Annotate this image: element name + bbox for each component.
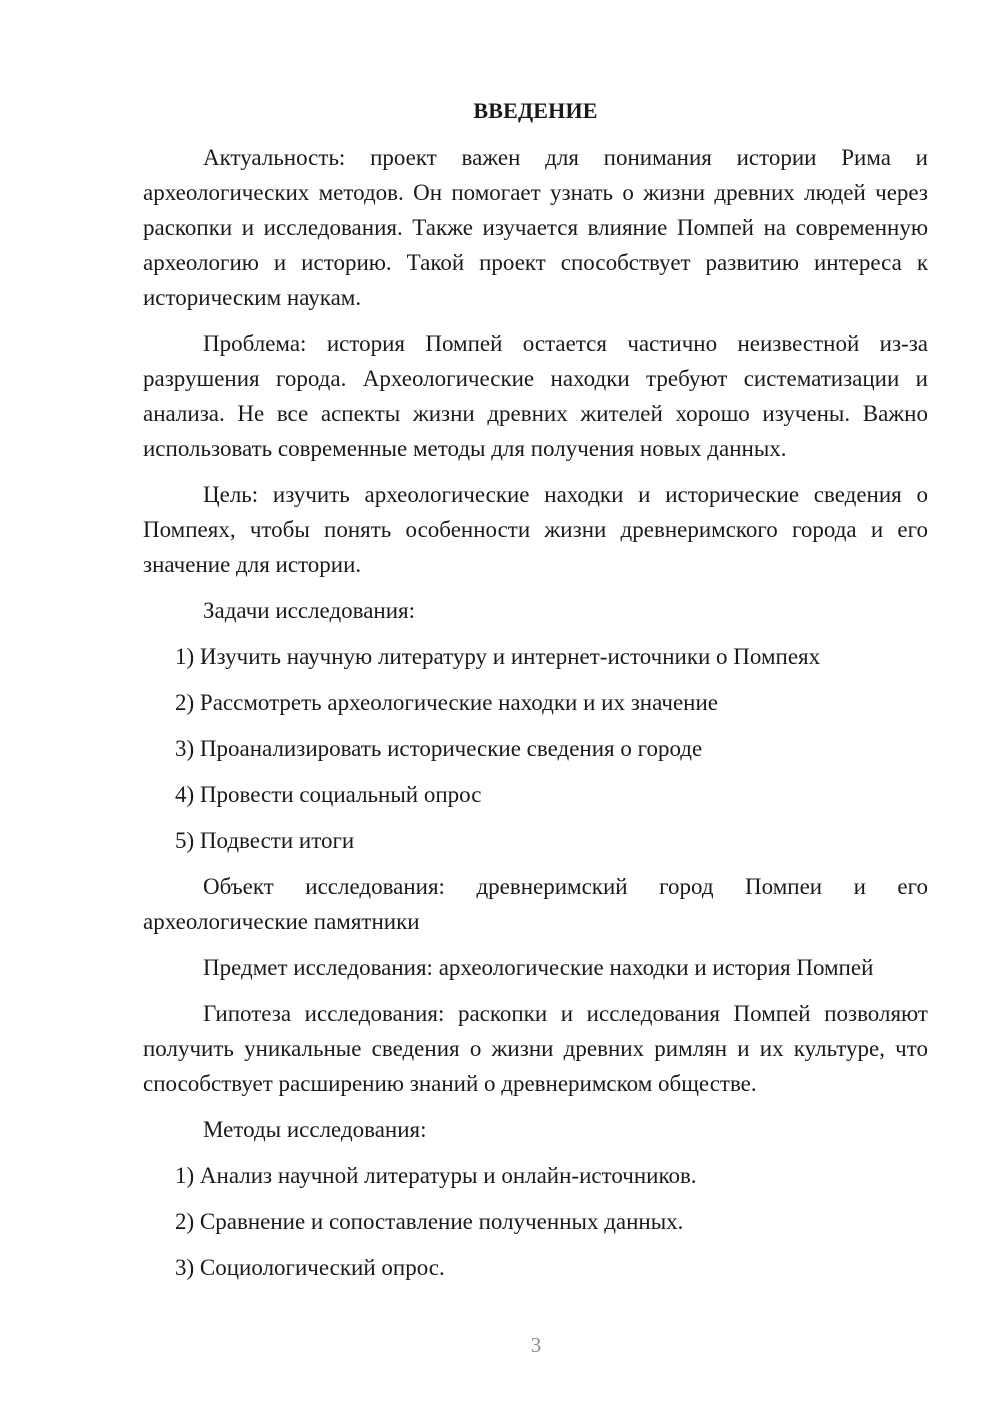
- methods-list: [143, 1158, 928, 1285]
- list-item: 2) Рассмотреть археологические находки и их значение: [175, 690, 718, 715]
- tasks-list: [143, 639, 928, 858]
- list-item: 3) Социологический опрос.: [175, 1255, 445, 1280]
- list-item: 4) Провести социальный опрос: [175, 782, 482, 807]
- page-title: ВВЕДЕНИЕ: [473, 98, 598, 123]
- paragraph-object: Объект исследования: древнеримский город Помпеи и его археологические памятники: [143, 874, 928, 934]
- paragraph-problem: Проблема: история Помпей остается частично неизвестной из-за разрушения города. Археологические находки требуют систематизации и анализа. Не все аспекты жизни древних жителей хорошо изучены. Важно использовать современные методы для получения новых данных.: [143, 331, 928, 461]
- page-number: 3: [530, 1333, 542, 1357]
- list-item: 5) Подвести итоги: [175, 828, 355, 853]
- paragraph-hypothesis: Гипотеза исследования: раскопки и исследования Помпей позволяют получить уникальные сведения о жизни древних римлян и их культуре, что способствует расширению знаний о древнеримском обществе.: [143, 1001, 928, 1096]
- list-item: 3) Проанализировать исторические сведения о городе: [175, 736, 703, 761]
- methods-heading: Методы исследования:: [203, 1117, 427, 1142]
- list-item: 2) Сравнение и сопоставление полученных данных.: [175, 1209, 684, 1234]
- page-content: [143, 93, 928, 1296]
- tasks-heading: Задачи исследования:: [203, 598, 416, 623]
- paragraph-subject: Предмет исследования: археологические находки и история Помпей: [203, 955, 874, 980]
- paragraph-goal: Цель: изучить археологические находки и исторические сведения о Помпеях, чтобы понять особенности жизни древнеримского города и его значение для истории.: [143, 482, 928, 577]
- list-item: 1) Изучить научную литературу и интернет-источники о Помпеях: [175, 644, 821, 669]
- paragraph-relevance: Актуальность: проект важен для понимания истории Рима и археологических методов. Он помогает узнать о жизни древних людей через раскопки и исследования. Также изучается влияние Помпей на современную археологию и историю. Такой проект способствует развитию интереса к историческим наукам.: [143, 145, 928, 310]
- list-item: 1) Анализ научной литературы и онлайн-источников.: [175, 1163, 697, 1188]
